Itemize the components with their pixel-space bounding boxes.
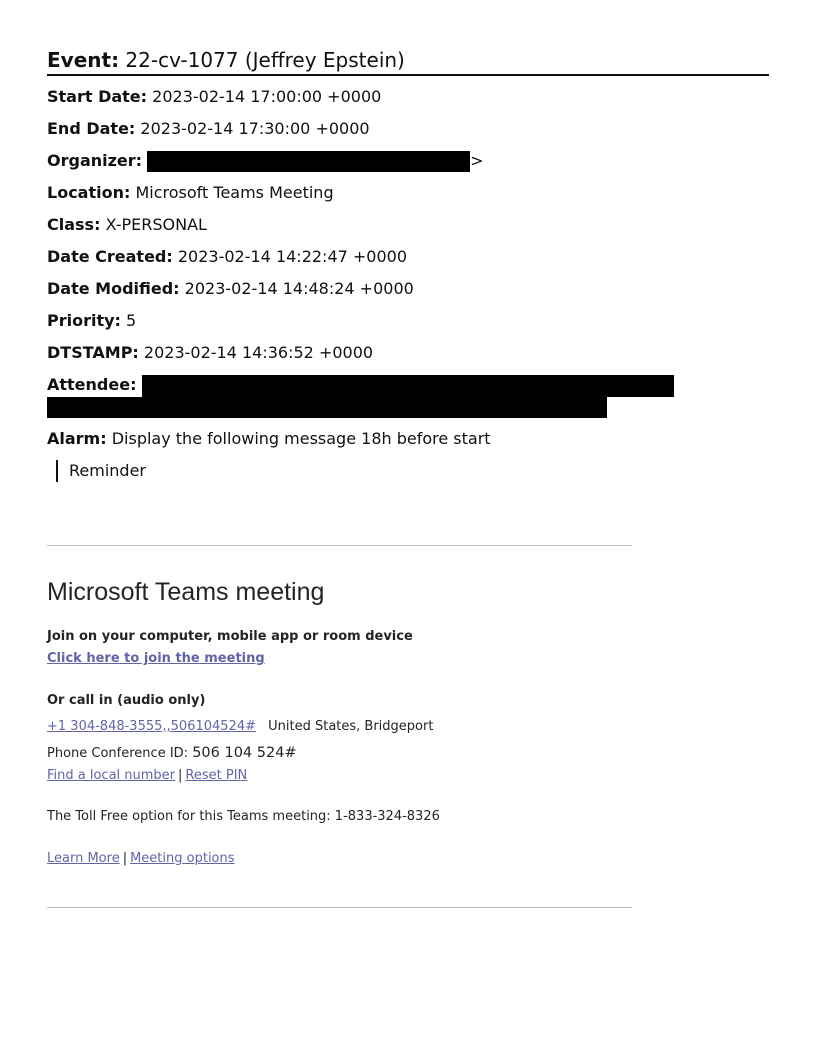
location-value: Microsoft Teams Meeting xyxy=(135,183,334,202)
phone-number-link[interactable]: +1 304-848-3555,,506104524# xyxy=(47,719,256,734)
toll-free-text: The Toll Free option for this Teams meeting: 1-833-324-8326 xyxy=(47,809,440,824)
join-link-row xyxy=(47,650,265,668)
start-date-value: 2023-02-14 17:00:00 +0000 xyxy=(152,87,382,106)
phone-location: United States, Bridgeport xyxy=(268,719,434,734)
date-modified-value: 2023-02-14 14:48:24 +0000 xyxy=(184,279,414,298)
alarm-field xyxy=(47,428,491,450)
call-in-heading: Or call in (audio only) xyxy=(47,693,206,708)
organizer-field xyxy=(47,150,484,172)
conference-id-row xyxy=(47,744,297,763)
meeting-options-link[interactable]: Meeting options xyxy=(130,851,235,866)
find-local-number-link[interactable]: Find a local number xyxy=(47,768,176,783)
join-heading: Join on your computer, mobile app or room device xyxy=(47,629,413,644)
event-value: 22-cv-1077 (Jeffrey Epstein) xyxy=(125,48,405,72)
organizer-label: Organizer: xyxy=(47,151,143,170)
join-meeting-link[interactable]: Click here to join the meeting xyxy=(47,651,265,666)
alarm-label: Alarm: xyxy=(47,429,107,448)
class-field xyxy=(47,214,207,236)
dtstamp-field xyxy=(47,342,373,364)
location-label: Location: xyxy=(47,183,131,202)
conference-id-label: Phone Conference ID: xyxy=(47,746,189,761)
class-value: X-PERSONAL xyxy=(105,215,207,234)
separator-1: | xyxy=(178,768,183,783)
attendee-label: Attendee: xyxy=(47,375,137,394)
start-date-label: Start Date: xyxy=(47,87,148,106)
organizer-redaction xyxy=(147,151,470,172)
reset-pin-link[interactable]: Reset PIN xyxy=(185,768,248,783)
priority-label: Priority: xyxy=(47,311,121,330)
divider-top xyxy=(47,545,632,546)
priority-field xyxy=(47,310,136,332)
dtstamp-value: 2023-02-14 14:36:52 +0000 xyxy=(143,343,374,362)
phone-row xyxy=(47,718,433,736)
conference-id-value: 506 104 524# xyxy=(192,745,297,761)
dtstamp-label: DTSTAMP: xyxy=(47,343,139,362)
date-modified-field xyxy=(47,278,414,300)
priority-value: 5 xyxy=(126,311,137,330)
start-date-field xyxy=(47,86,381,108)
end-date-label: End Date: xyxy=(47,119,136,138)
date-modified-label: Date Modified: xyxy=(47,279,180,298)
alarm-reminder-text: Reminder xyxy=(56,460,146,482)
date-created-value: 2023-02-14 14:22:47 +0000 xyxy=(177,247,408,266)
local-number-row xyxy=(47,767,247,785)
end-date-field xyxy=(47,118,370,140)
organizer-suffix: > xyxy=(470,151,484,170)
footer-links-row xyxy=(47,850,235,868)
learn-more-link[interactable]: Learn More xyxy=(47,851,120,866)
attendee-redaction-line-1 xyxy=(142,375,674,397)
event-title xyxy=(47,47,769,76)
attendee-field xyxy=(47,374,674,397)
teams-meeting-title: Microsoft Teams meeting xyxy=(47,578,325,606)
date-created-field xyxy=(47,246,407,268)
location-field xyxy=(47,182,334,204)
date-created-label: Date Created: xyxy=(47,247,173,266)
end-date-value: 2023-02-14 17:30:00 +0000 xyxy=(140,119,370,138)
alarm-value: Display the following message 18h before start xyxy=(111,429,491,448)
divider-bottom xyxy=(47,907,632,908)
event-label: Event: xyxy=(47,48,120,72)
class-label: Class: xyxy=(47,215,101,234)
separator-2: | xyxy=(122,851,128,866)
attendee-redaction-line-2 xyxy=(47,397,607,418)
